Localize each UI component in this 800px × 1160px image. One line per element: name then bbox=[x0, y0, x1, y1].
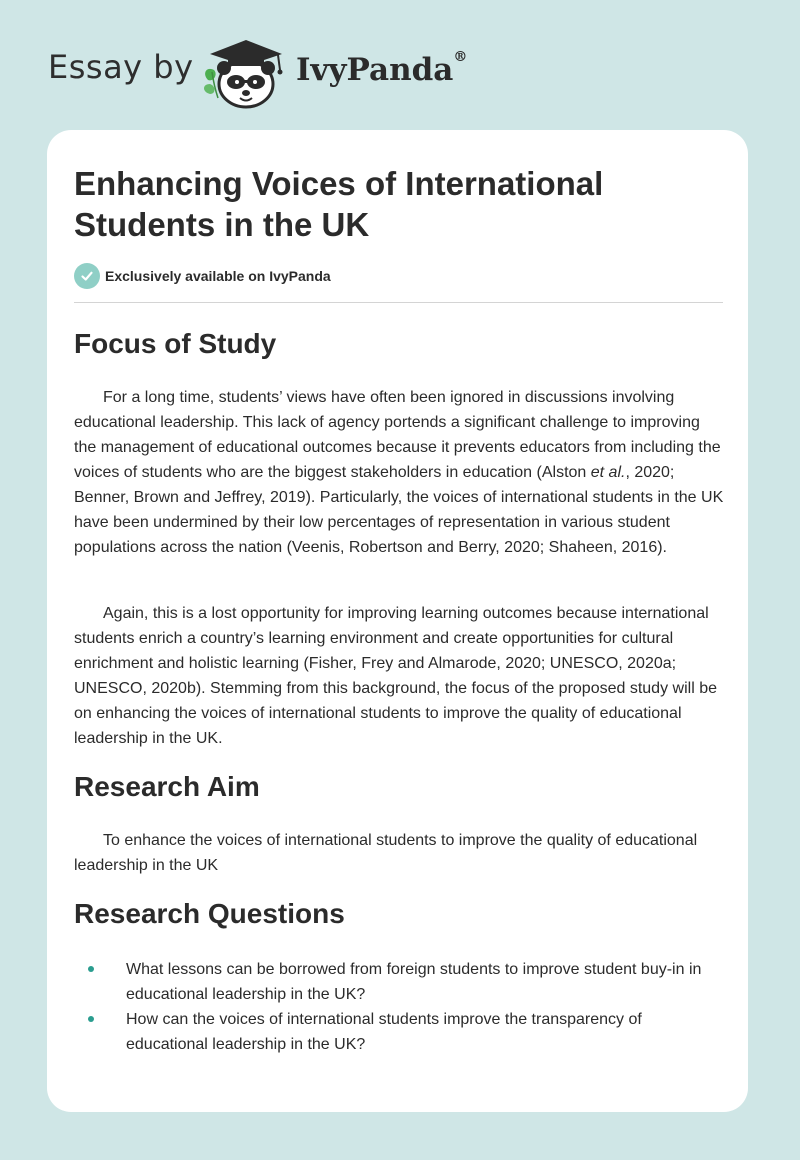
heading-focus-of-study: Focus of Study bbox=[74, 328, 277, 359]
paragraph-focus-1 bbox=[74, 385, 724, 560]
list-item-text: How can the voices of international students improve the transparency of educational leadership in the UK? bbox=[126, 1011, 642, 1053]
heading-research-aim: Research Aim bbox=[74, 771, 260, 802]
brand-name: IvyPanda bbox=[296, 52, 454, 88]
list-item-text: What lessons can be borrowed from foreign students to improve student buy-in in educational leadership in the UK? bbox=[126, 961, 702, 1003]
paragraph-focus-1-part1: For a long time, students’ views have often been ignored in discussions involving educational leadership. This lack of agency portends a significant challenge to improving the management of educational outcomes because it prevents educators from including the voices of students who are the biggest stakeholders in education (Alston bbox=[74, 389, 721, 481]
article-card bbox=[47, 130, 748, 1112]
heading-research-questions: Research Questions bbox=[74, 898, 345, 929]
research-questions-list bbox=[74, 957, 724, 1057]
list-item bbox=[74, 957, 724, 1007]
brand-logo[interactable] bbox=[296, 48, 468, 88]
bullet-icon bbox=[88, 966, 94, 972]
bullet-icon bbox=[88, 1016, 94, 1022]
check-circle-icon bbox=[74, 263, 100, 289]
exclusive-badge bbox=[74, 262, 331, 290]
paragraph-focus-1-part2: , 2020; Benner, Brown and Jeffrey, 2019). Particularly, the voices of international students in the UK have been undermined by their low percentages of representation in various student populations across the nation (Veenis, Robertson and Berry, 2020; Shaheen, 2016). bbox=[74, 464, 724, 556]
list-item bbox=[74, 1007, 724, 1057]
paragraph-focus-2: Again, this is a lost opportunity for improving learning outcomes because international students enrich a country’s learning environment and create opportunities for cultural enrichment and holistic learning (Fisher, Frey and Almarode, 2020; UNESCO, 2020a; UNESCO, 2020b). Stemming from this background, the focus of the proposed study will be on enhancing the voices of international students to improve the quality of educational leadership in the UK. bbox=[74, 605, 717, 747]
divider bbox=[74, 302, 723, 303]
essay-by-label: Essay by bbox=[48, 48, 194, 86]
citation-et-al: et al. bbox=[590, 464, 626, 481]
site-header bbox=[0, 0, 800, 130]
panda-graduate-icon[interactable] bbox=[200, 36, 292, 110]
badge-text: Exclusively available on IvyPanda bbox=[105, 268, 331, 284]
registered-mark: ® bbox=[453, 48, 468, 65]
paragraph-research-aim: To enhance the voices of international students to improve the quality of educational leadership in the UK bbox=[74, 832, 698, 874]
article-title: Enhancing Voices of International Students in the UK bbox=[74, 165, 604, 243]
